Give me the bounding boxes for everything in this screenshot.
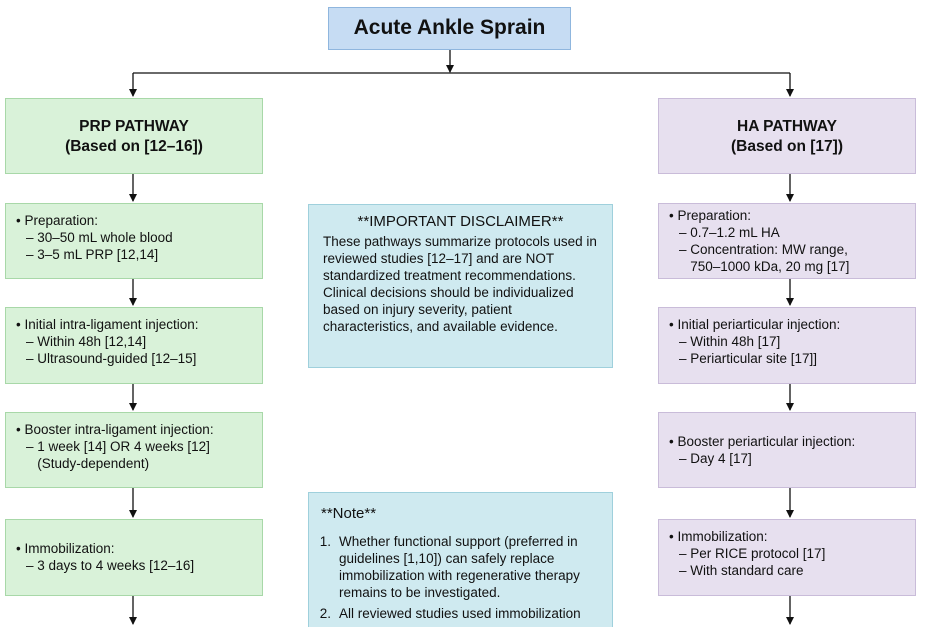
ha-initial-injection-box	[658, 307, 916, 384]
prp-header-line2: (Based on [12–16])	[65, 138, 203, 155]
ha-immobilization-title: • Immobilization:	[669, 529, 768, 544]
prp-initial-injection-box	[5, 307, 263, 384]
prp-booster-title: • Booster intra-ligament injection:	[16, 422, 214, 437]
ha-immobilization-box	[658, 519, 916, 596]
prp-initial-item: – Ultrasound-guided [12–15]	[26, 351, 197, 366]
ha-preparation-box	[658, 203, 916, 279]
diagram-title: Acute Ankle Sprain	[353, 16, 546, 39]
note-item-text: All reviewed studies used immobilization	[339, 606, 581, 621]
ha-preparation-title: • Preparation:	[669, 208, 752, 223]
ha-header-line2: (Based on [17])	[731, 138, 843, 155]
ha-booster-item: – Day 4 [17]	[679, 451, 752, 466]
prp-booster-injection-box	[5, 412, 263, 488]
prp-preparation-box	[5, 203, 263, 279]
disclaimer-title: **IMPORTANT DISCLAIMER**	[357, 213, 564, 230]
prp-booster-item: (Study-dependent)	[26, 456, 150, 471]
prp-initial-item: – Within 48h [12,14]	[26, 334, 147, 349]
prp-immobilization-item: – 3 days to 4 weeks [12–16]	[26, 558, 195, 573]
prp-preparation-title: • Preparation:	[16, 213, 99, 228]
ha-immobilization-item: – With standard care	[679, 563, 804, 578]
prp-immobilization-box	[5, 519, 263, 596]
ha-initial-item: – Within 48h [17]	[679, 334, 781, 349]
ha-immobilization-item: – Per RICE protocol [17]	[679, 546, 826, 561]
ha-booster-title: • Booster periarticular injection:	[669, 434, 856, 449]
note-title: **Note**	[321, 505, 377, 522]
prp-immobilization-title: • Immobilization:	[16, 541, 115, 556]
disclaimer-box	[308, 204, 613, 368]
ha-initial-title: • Initial periarticular injection:	[669, 317, 841, 332]
disclaimer-body: These pathways summarize protocols used in reviewed studies [12–17] and are NOT standardized treatment recommendations. Clinical decisions should be individualized based on injury severity, patient characteristics, and available evidence.	[323, 234, 597, 334]
prp-header-box	[5, 98, 263, 174]
note-box	[308, 492, 613, 627]
note-item	[309, 533, 602, 601]
ha-preparation-item: – 0.7–1.2 mL HA	[679, 225, 780, 240]
ha-header-line1: HA PATHWAY	[737, 118, 837, 135]
note-item-number: 1.	[319, 534, 331, 549]
prp-header-line1: PRP PATHWAY	[79, 118, 189, 135]
prp-preparation-item: – 3–5 mL PRP [12,14]	[26, 247, 159, 262]
note-item-text: Whether functional support (preferred in guidelines [1,10]) can safely replace immobilization with regenerative therapy remains to be investigated.	[339, 534, 580, 600]
note-item	[309, 605, 602, 622]
prp-preparation-item: – 30–50 mL whole blood	[26, 230, 173, 245]
ha-preparation-item: 750–1000 kDa, 20 mg [17]	[679, 259, 850, 274]
ha-initial-item: – Periarticular site [17]]	[679, 351, 818, 366]
note-list	[309, 533, 612, 622]
ha-preparation-item: – Concentration: MW range,	[679, 242, 848, 257]
ha-header-box	[658, 98, 916, 174]
prp-initial-title: • Initial intra-ligament injection:	[16, 317, 199, 332]
prp-booster-item: – 1 week [14] OR 4 weeks [12]	[26, 439, 210, 454]
note-item-number: 2.	[319, 606, 331, 621]
title-box	[328, 7, 571, 50]
ha-booster-injection-box	[658, 412, 916, 488]
